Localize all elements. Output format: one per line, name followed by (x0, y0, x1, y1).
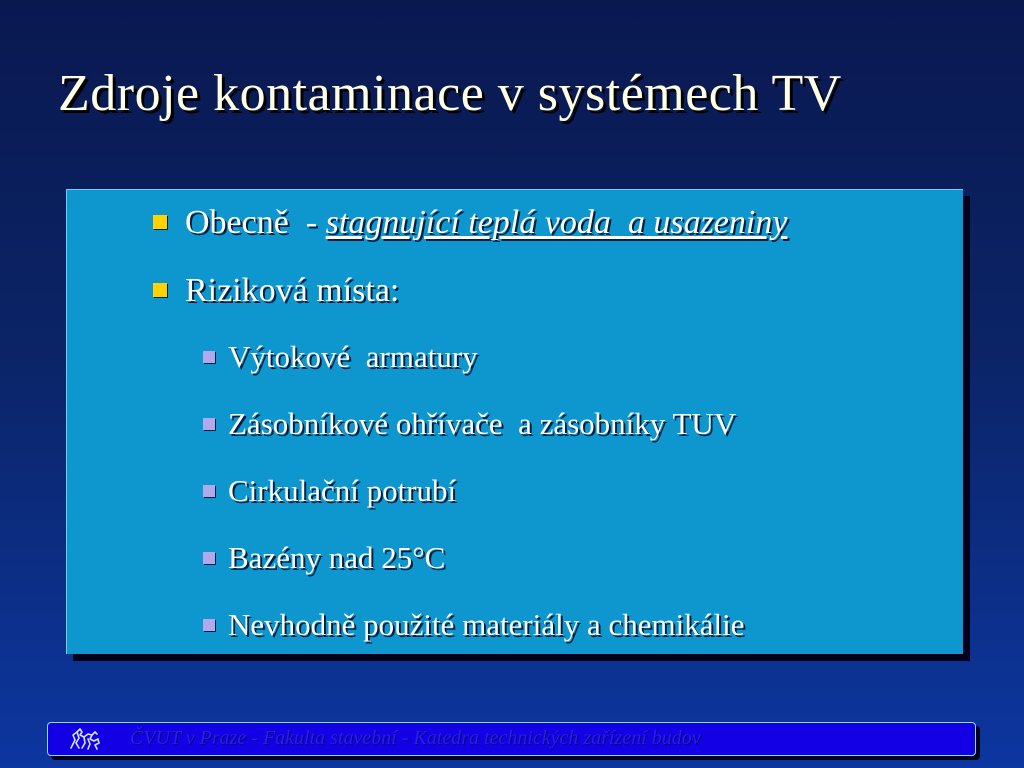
sub-bullet-label: Bazény nad 25°C (228, 540, 446, 575)
footer-bar (47, 722, 976, 756)
sub-bullet-item (203, 405, 736, 443)
emphasis-text: stagnující teplá voda a usazeniny (325, 204, 788, 241)
sub-bullet-label: Zásobníkové ohřívače a zásobníky TUV (228, 406, 737, 441)
sub-bullet-label: Cirkulační potrubí (228, 473, 457, 508)
square-bullet-icon (203, 351, 215, 363)
sub-bullet-label: Nevhodně použité materiály a chemikálie (228, 607, 745, 642)
sub-bullet-item (203, 338, 478, 376)
bullet-item-risk-places (153, 271, 399, 311)
square-bullet-icon (153, 283, 167, 297)
content-box (66, 189, 963, 654)
sub-bullet-item (203, 472, 456, 510)
sub-bullet-item (203, 539, 445, 577)
university-lion-logo-icon (68, 726, 102, 752)
square-bullet-icon (203, 552, 215, 564)
bullet-label: Riziková místa: (185, 272, 400, 309)
bullet-item-general (153, 203, 787, 243)
square-bullet-icon (153, 215, 167, 229)
square-bullet-icon (203, 485, 215, 497)
sub-bullet-label: Výtokové armatury (228, 339, 478, 374)
bullet-separator: - (305, 204, 318, 241)
footer-text: ČVUT v Praze - Fakulta stavební - Katedra technických zařízení budov (130, 727, 701, 749)
bullet-label: Obecně (185, 204, 289, 241)
square-bullet-icon (203, 619, 215, 631)
square-bullet-icon (203, 418, 215, 430)
sub-bullet-item (203, 606, 744, 644)
slide-title: Zdroje kontaminace v systémech TV (58, 65, 842, 122)
